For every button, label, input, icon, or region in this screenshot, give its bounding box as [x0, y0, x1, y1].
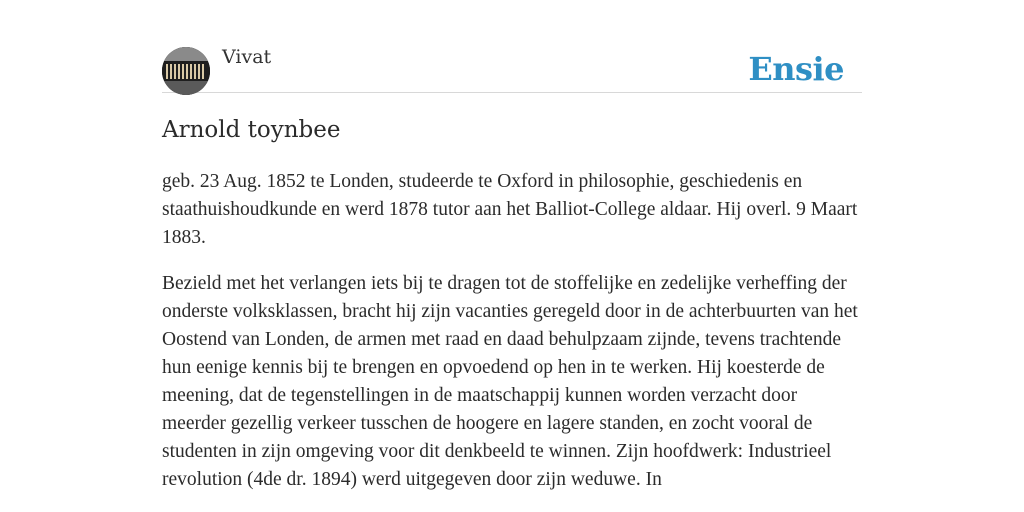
author-avatar[interactable]: [162, 47, 210, 95]
header: [162, 0, 862, 93]
page-container: [162, 0, 862, 490]
paragraph: geb. 23 Aug. 1852 te Londen, studeerde te Oxford in philosophie, geschiedenis en staathuishoudkunde en werd 1878 tutor aan het Balliot-College aldaar. Hij overl. 9 Maart 1883.: [162, 171, 858, 248]
bookshelf-avatar-icon: [162, 47, 210, 95]
paragraph: Bezield met het verlangen iets bij te dragen tot de stoffelijke en zedelijke verheffing der onderste volksklassen, bracht hij zijn vacanties geregeld door in de achterbuurten van het Oostend van Londen, de armen met raad en daad behulpzaam zijnde, tevens trachtende hun eenige kennis bij te brengen en opvoedend op hen in te werken. Hij koesterde de meening, dat de tegenstellingen in de maatschappij kunnen worden verzacht door meerder gezellig verkeer tusschen de hoogere en lagere standen, en zocht vooral de studenten in zijn omgeving voor dit denkbeeld te winnen. Zijn hoofdwerk: Industrieel revolution (4de dr. 1894) werd uitgegeven door zijn weduwe. In: [162, 273, 858, 490]
article-title: Arnold toynbee: [162, 117, 341, 143]
brand-logo[interactable]: Ensie: [748, 50, 844, 88]
author-name[interactable]: Vivat: [222, 46, 272, 68]
article-body: [162, 168, 862, 512]
